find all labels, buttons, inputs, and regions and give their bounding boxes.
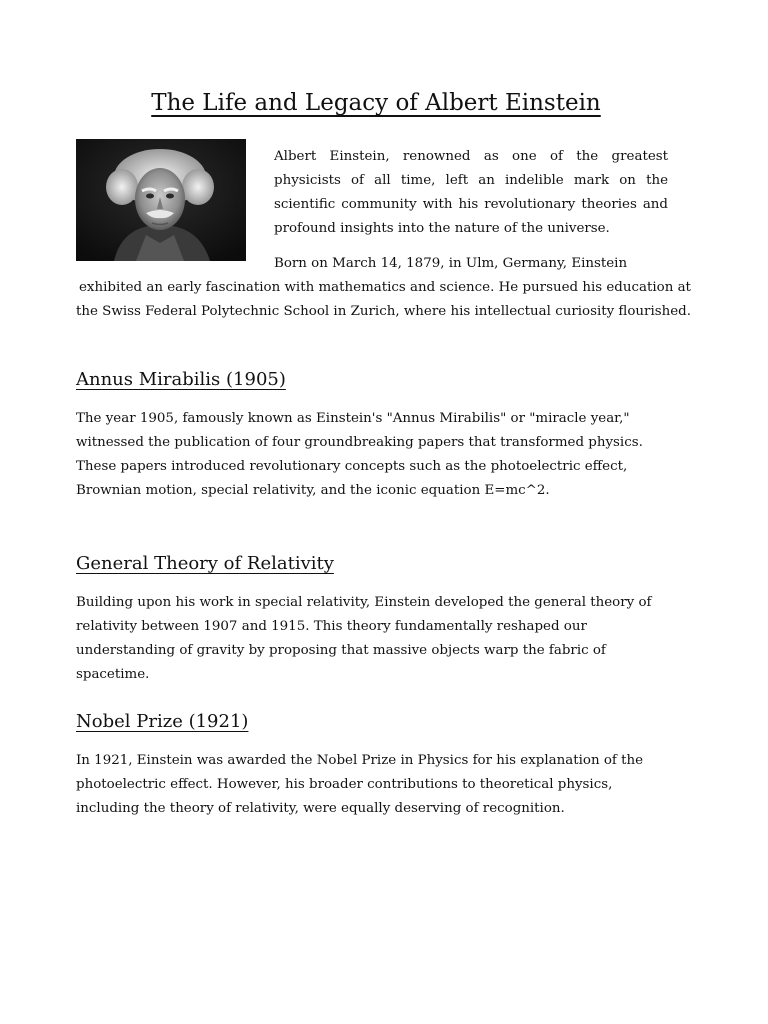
section-heading-annus-mirabilis: Annus Mirabilis (1905): [76, 369, 286, 390]
birth-paragraph-line-3: the Swiss Federal Polytechnic School in Zurich, where his intellectual curiosity flourished.: [76, 304, 691, 319]
document-title-text: The Life and Legacy of Albert Einstein: [151, 90, 601, 116]
section-body-nobel-prize: In 1921, Einstein was awarded the Nobel Prize in Physics for his explanation of the photoelectric effect. However, his broader contributions to theoretical physics, including the theory of relativity, were equally deserving of recognition.: [76, 753, 644, 816]
birth-paragraph-line-2: exhibited an early fascination with mathematics and science. He pursued his education at: [79, 280, 691, 295]
section-body-annus-mirabilis: The year 1905, famously known as Einstein's "Annus Mirabilis" or "miracle year," witnessed the publication of four groundbreaking papers that transformed physics. These papers introduced revolutionary concepts such as the photoelectric effect, Brownian motion, special relativity, and the iconic equation E=mc^2.: [76, 411, 643, 498]
section-heading-general-relativity: General Theory of Relativity: [76, 553, 334, 574]
section-body-general-relativity: Building upon his work in special relativity, Einstein developed the general theory of relativity between 1907 and 1915. This theory fundamentally reshaped our understanding of gravity by proposing that massive objects warp the fabric of spacetime.: [76, 595, 652, 682]
birth-paragraph-line-1: Born on March 14, 1879, in Ulm, Germany, Einstein: [274, 256, 628, 271]
birth-paragraph-continued: [76, 276, 691, 324]
document-title: [76, 90, 676, 116]
einstein-portrait: [76, 139, 246, 261]
intro-paragraph: Albert Einstein, renowned as one of the greatest physicists of all time, left an indelible mark on the scientific community with his revolutionary theories and profound insights into the nature of the universe.: [274, 149, 668, 236]
section-heading-nobel-prize: Nobel Prize (1921): [76, 711, 249, 732]
